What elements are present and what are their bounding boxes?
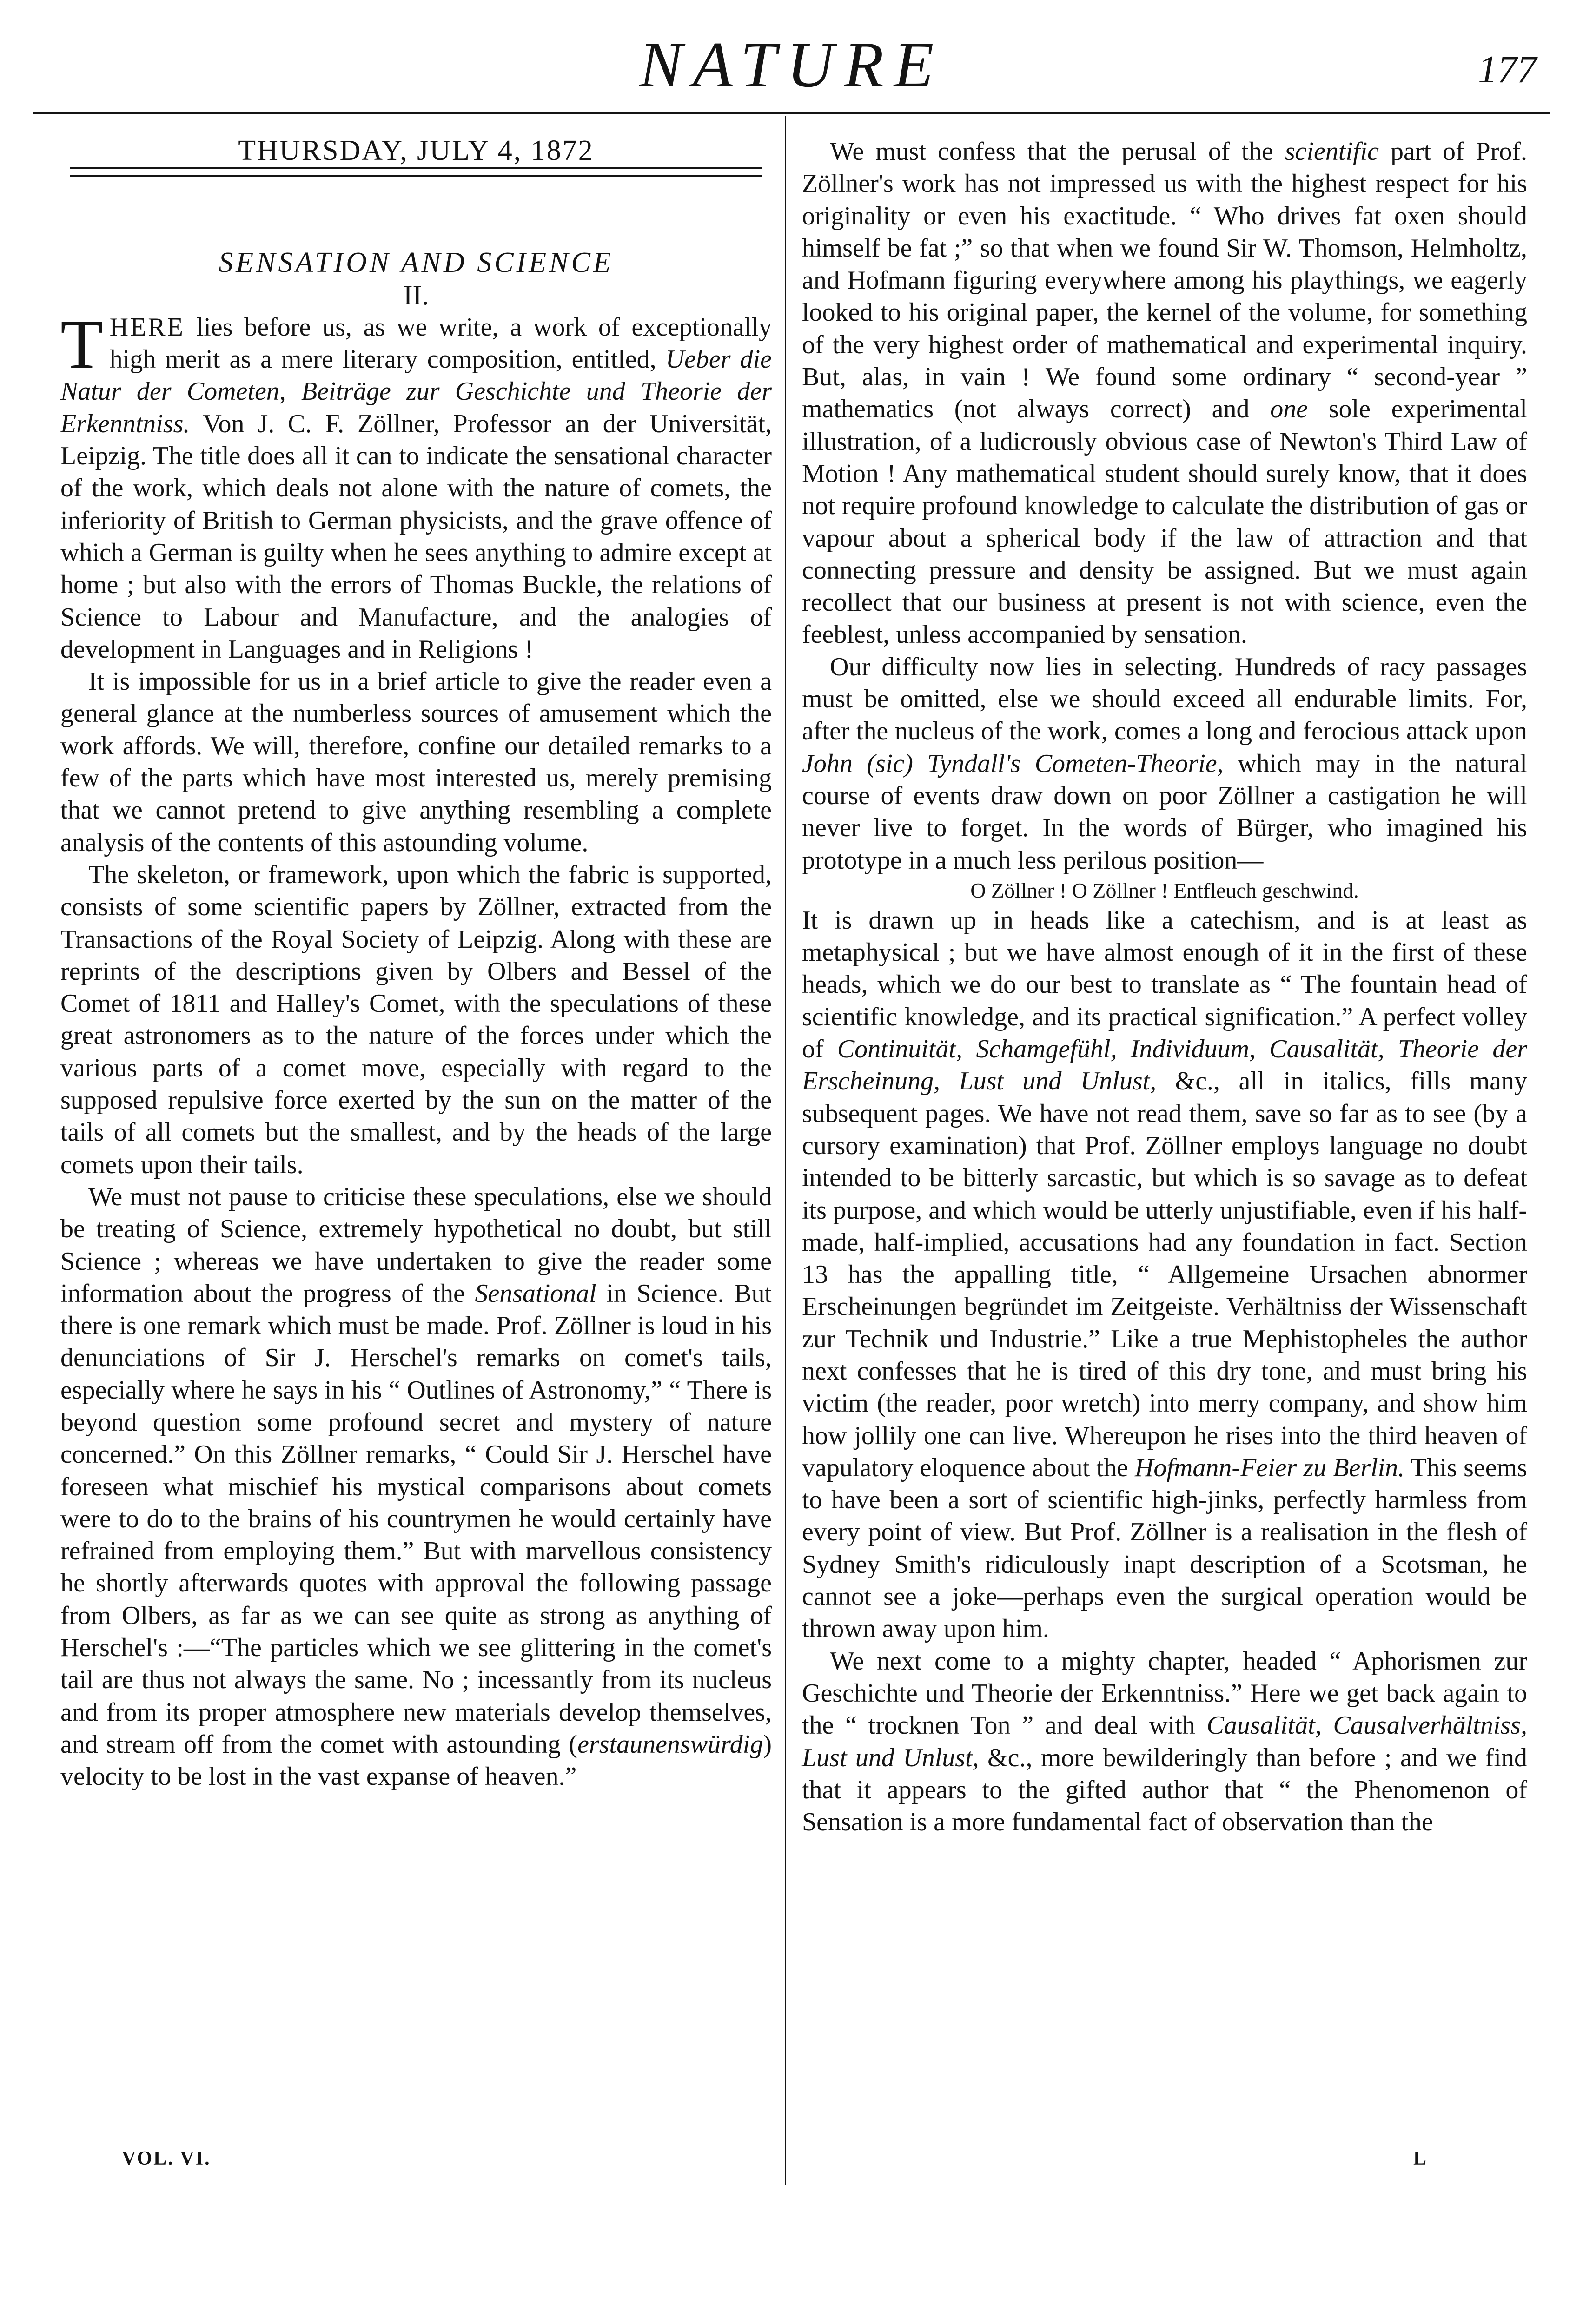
paragraph <box>60 1181 772 1793</box>
text-run: ) velocity to be lost in the vast expanse of heaven.” <box>60 1730 772 1791</box>
volume-footer: VOL. VI. <box>122 2148 211 2169</box>
paragraph <box>802 651 1527 877</box>
text-run: which may in the natural course of events draw down on poor Zöllner a castigation he will never live to forget. In the words of Bürger, who imagined his prototype in a much less perilous position— <box>802 749 1527 875</box>
text-run: Our difficulty now lies in selecting. Hundreds of racy passages must be omitted, else we should exceed all endurable limits. For, after the nucleus of the work, comes a long and ferocious attack upon <box>802 652 1527 746</box>
text-run: &c., all in italics, fills many subsequent pages. We have not read them, save so far as to see (by a cursory examination) that Prof. Zöllner employs language no doubt intended to be bitterly sarcastic, but which is so savage as to defeat its purpose, and which would be utterly unjustifiable, even if his half-made, half-implied, accusations had any foundation in fact. Section 13 has the appalling title, “ Allgemeine Ursachen abnormer Erscheinungen begründet im Zeitgeiste. Verhältniss der Wissenschaft zur Technik und Industrie.” Like a true Mephistopheles the author next confesses that he is tired of this dry tone, and must bring his victim (the reader, poor wretch) into merry company, and show him how jollily one can live. Whereupon he rises into the third heaven of vapulatory eloquence about the <box>802 1067 1527 1482</box>
italic-run: Sensational <box>475 1279 596 1308</box>
italic-run: Causalität, Causalverhältniss, Lust und Unlust, <box>802 1711 1528 1772</box>
text-run: in Science. But there is one remark which must be made. Prof. Zöllner is loud in his denunciations of Sir J. Herschel's remarks on comet's tails, especially where he says in his “ Outlines of Astronomy,” “ There is beyond question some profound secret and mystery of nature concerned.” On this Zöllner remarks, “ Could Sir J. Herschel have foreseen what mischief his mystical comparisons about comets were to do to the brains of his countrymen he would certainly have refrained from employing them.” But with marvellous consistency he shortly afterwards quotes with approval the following passage from Olbers, as far as we can see quite as strong as anything of Herschel's :—“The particles which we see glittering in the comet's tail are thus not always the same. No ; incessantly from its nucleus and from its proper atmosphere new materials develop themselves, and stream off from the comet with astounding ( <box>60 1279 772 1759</box>
article-title: SENSATION AND SCIENCE <box>219 247 614 279</box>
italic-run: erstaunenswürdig <box>577 1730 763 1759</box>
right-column <box>802 136 1527 1838</box>
page-number: 177 <box>1478 48 1537 91</box>
signature-mark: L <box>1413 2148 1427 2169</box>
italic-run: John (sic) Tyndall's Cometen-Theorie, <box>802 749 1224 778</box>
italic-run: scientific <box>1285 137 1379 166</box>
text-run: &c., more bewilderingly than before ; and we find that it appears to the gifted author that “ the Phenomenon of Sensation is a more fundamental fact of observation than the <box>802 1743 1527 1837</box>
text-run: We must not pause to criticise these speculations, else we should be treating of Science, extremely hypothetical no doubt, but still Science ; whereas we have undertaken to give the reader some information about the progress of the <box>60 1182 772 1308</box>
left-column <box>60 135 772 1793</box>
article-part-number: II. <box>403 279 429 310</box>
journal-title: NATURE <box>639 29 944 101</box>
italic-run: Continuität, Schamgefühl, Individuum, Causalität, Theorie der Erscheinung, Lust und Unlust, <box>802 1035 1527 1096</box>
text-run: We must confess that the perusal of the <box>830 137 1285 166</box>
paragraph <box>802 1645 1527 1839</box>
paragraph <box>802 136 1527 651</box>
small-caps-text: HERE <box>109 312 185 342</box>
text-run: Von J. C. F. Zöllner, Professor an der Universität, Leipzig. The title does all it can to indicate the sensational character of the work, which deals not alone with the nature of comets, the inferiority of British to German physicists, and the grave offence of which a German is guilty when he sees anything to admire except at home ; but also with the errors of Thomas Buckle, the relations of Science to Labour and Manufacture, and the analogies of development in Languages and in Religions ! <box>60 409 772 664</box>
italic-run: Ueber die Natur der Cometen, Beiträge zur Geschichte und Theorie der Erkenntniss. <box>60 345 772 438</box>
verse-quotation: O Zöllner ! O Zöllner ! Entfleuch geschwind. <box>970 878 1359 902</box>
drop-cap: T <box>60 305 103 383</box>
italic-run: one <box>1270 395 1308 424</box>
text-run: It is drawn up in heads like a catechism, and is at least as metaphysical ; but we have almost enough of it in the first of these heads, which we do our best to translate as “ The fountain head of scientific knowledge, and its practical signification.” A perfect volley of <box>802 905 1527 1064</box>
text-run: We next come to a mighty chapter, headed “ Aphorismen zur Geschichte und Theorie der Erkenntniss.” Here we get back again to the “ trocknen Ton ” and deal with <box>802 1646 1527 1740</box>
text-run: This seems to have been a sort of scientific high-jinks, perfectly harmless from every point of view. But Prof. Zöllner is a realisation in the flesh of Sydney Smith's ridiculously inapt description of a Scotsman, he cannot see a joke—perhaps even the surgical operation would be thrown away upon him. <box>802 1453 1527 1644</box>
paragraph <box>802 905 1527 1645</box>
header-rule <box>33 112 1550 114</box>
text-run: sole experimental illustration, of a ludicrously obvious case of Newton's Third Law of Motion ! Any mathematical student should surely know, that it does not require profound knowledge to calculate the distribution of gas or vapour about a spherical body if the law of attraction and that connecting pressure and density be assigned. But we must again recollect that our business at present is not with science, even the feeblest, unless accompanied by sensation. <box>802 395 1527 649</box>
paragraph: It is impossible for us in a brief article to give the reader even a general glance at the numberless sources of amusement which the work affords. We will, therefore, confine our detailed remarks to a few of the parts which have most interested us, merely premising that we cannot pretend to give anything resembling a complete analysis of the contents of this astounding volume. <box>60 667 772 857</box>
text-run: lies before us, as we write, a work of exceptionally high merit as a mere literary composition, entitled, <box>109 312 772 374</box>
masthead <box>0 19 1583 112</box>
double-rule <box>70 167 762 177</box>
dateline: THURSDAY, JULY 4, 1872 <box>238 135 594 166</box>
text-run: part of Prof. Zöllner's work has not impressed us with the highest respect for his originality or even his exactitude. “ Who drives fat oxen should himself be fat ;” so that when we found Sir W. Thomson, Helmholtz, and Hofmann figuring everywhere among his playthings, we eagerly looked to his original paper, the kernel of the volume, for something of the very highest order of mathematical and experimental inquiry. But, alas, in vain ! We found some ordinary “ second-year ” mathematics (not always correct) and <box>802 137 1527 424</box>
column-divider <box>785 116 786 2185</box>
italic-run: Hofmann-Feier zu Berlin. <box>1134 1453 1405 1482</box>
paragraph: The skeleton, or framework, upon which the fabric is supported, consists of some scientific papers by Zöllner, extracted from the Transactions of the Royal Society of Leipzig. Along with these are reprints of the descriptions given by Olbers and Bessel of the Comet of 1811 and Halley's Comet, with the speculations of these great astronomers as to the nature of the forces under which the various parts of a comet move, especially with regard to the supposed repulsive force exerted by the sun on the matter of the tails of all comets but the smallest, and by the heads of the large comets upon their tails. <box>60 860 772 1179</box>
paragraph <box>60 305 772 666</box>
